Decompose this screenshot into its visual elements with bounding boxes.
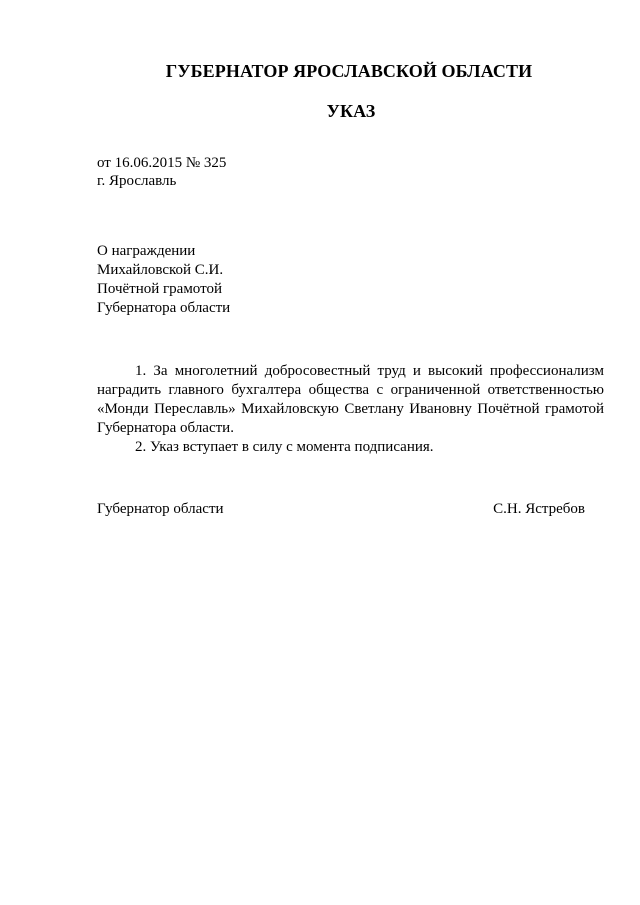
document-body xyxy=(97,362,604,457)
document-meta xyxy=(97,154,226,190)
subject-line: Губернатора области xyxy=(97,300,231,316)
body-paragraph: 1. За многолетний добросовестный труд и высокий профессионализм наградить главного бухгалтера общества с ограниченной ответственностью «Монди Переславль» Михайловскую Светлану Ивановну Почётной грамотой Губернатора области. xyxy=(97,363,604,436)
document-subject xyxy=(97,242,230,318)
signature-name: С.Н. Ястребов xyxy=(493,501,585,517)
document-date-number: от 16.06.2015 № 325 xyxy=(97,155,227,171)
signature-position: Губернатор области xyxy=(97,501,224,517)
signature-block xyxy=(97,500,585,519)
document-authority-heading: ГУБЕРНАТОР ЯРОСЛАВСКОЙ ОБЛАСТИ xyxy=(165,61,533,81)
document-type-heading: УКАЗ xyxy=(326,101,376,121)
body-paragraph: 2. Указ вступает в силу с момента подписания. xyxy=(135,439,434,455)
subject-line: Почётной грамотой xyxy=(97,281,222,297)
subject-line: О награждении xyxy=(97,243,196,259)
document-city: г. Ярославль xyxy=(97,173,177,189)
subject-line: Михайловской С.И. xyxy=(97,262,224,278)
